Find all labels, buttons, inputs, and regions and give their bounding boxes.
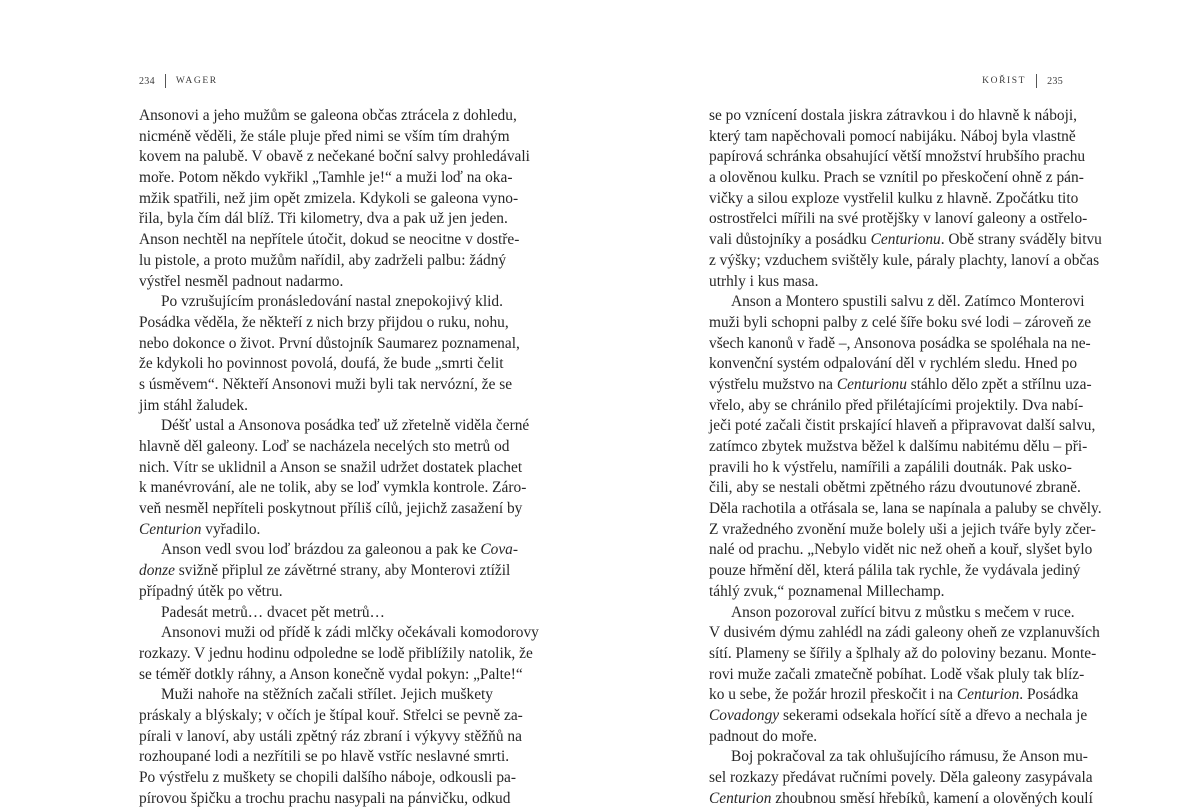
text-line: Posádka věděla, že někteří z nich brzy přijdou o ruku, nohu, [139, 313, 509, 331]
text-line: hlavně děl galeony. Loď se nacházela necelých sto metrů od [139, 438, 510, 455]
text-line: Po vzrušujícím pronásledování nastal znepokojivý klid. [161, 293, 503, 311]
text-line: Boj pokračoval za tak ohlušujícího rámusu, že Anson mu- [731, 748, 1088, 766]
running-head-left [139, 74, 493, 88]
text-line: případný útěk po větru. [139, 582, 283, 600]
body-text [139, 106, 539, 809]
text-line: Ansonovi a jeho mužům se galeona občas ztrácela z dohledu, [139, 107, 517, 124]
text-line: sítí. Plameny se šířily a šplhaly až do poloviny bezanu. Monte- [709, 644, 1097, 662]
text-line: práskaly a blýskaly; v očích je štípal kouř. Střelci se pevně za- [139, 706, 523, 724]
text-line: padnout do moře. [709, 727, 818, 745]
text-line: čili, aby se nestali obětmi zpětného rázu dvoutunové zbraně. [709, 479, 1081, 497]
text-line: konvenční systém odpalování děl v rychlém sledu. Hned po [709, 355, 1078, 373]
text-line: Ansonovi muži od přídě k zádi mlčky očekávali komodorovy [161, 624, 539, 642]
left-page [139, 0, 539, 807]
body-text [709, 106, 1102, 809]
text-line: vřelo, aby se chránilo před přilétajícími projektily. Dva nabí- [709, 396, 1084, 414]
text-line: kovem na palubě. V obavě z nečekané boční salvy prohledávali [139, 148, 530, 166]
text-line: utrhly i kus masa. [709, 272, 819, 290]
text-line: který tam napěchovali pomocí nabijáku. Náboj byla vlastně [709, 127, 1076, 145]
text-line: Děla rachotila a otřásala se, lana se napínala a paluby se chvěly. [709, 500, 1102, 518]
text-line: pravili ho k výstřelu, namířili a zapálili doutnák. Pak usko- [709, 458, 1072, 476]
text-line: vali důstojníky a posádku Centurionu. Obě strany sváděly bitvu [709, 231, 1102, 249]
page-number: 234 [139, 75, 155, 87]
chapter-title: KOŘIST [982, 76, 1027, 86]
text-line: Centurion zhoubnou směsí hřebíků, kamení a olověných koulí [709, 789, 1093, 807]
text-line: ostrostřelci mířili na své protějšky v lanoví galeony a ostřelo- [709, 210, 1088, 228]
text-line: se téměř dotkly ráhny, a Anson konečně vydal pokyn: „Palte!“ [139, 665, 523, 683]
text-line: zatímco zbytek mužstva běžel k dalšímu nabitému dělu – při- [709, 438, 1088, 455]
text-line: s úsměvem“. Někteří Ansonovi muži byli tak nervózní, že se [139, 375, 513, 393]
text-line: pírali v lanoví, aby ustáli zpětný ráz zbraní i výkyvy stěžňů na [139, 727, 522, 745]
text-line: nalé od prachu. „Nebylo vidět nic než oheň a kouř, slyšet bylo [709, 541, 1093, 559]
text-line: moře. Potom někdo vykřikl „Tamhle je!“ a muži loď na oka- [139, 169, 513, 187]
text-line: Déšť ustal a Ansonova posádka teď už zřetelně viděla černé [161, 417, 530, 435]
text-line: Anson a Montero spustili salvu z děl. Zatímco Monterovi [731, 293, 1085, 311]
text-line: ko u sebe, že požár hrozil přeskočit i na Centurion. Posádka [709, 686, 1079, 704]
text-line: donze svižně připlul ze závětrné strany, aby Monterovi ztížil [139, 562, 511, 580]
text-line: papírová schránka obsahující větší množství hrubšího prachu [709, 148, 1086, 166]
text-line: pírovou špičku a trochu prachu nasypali na pánvičku, odkud [139, 789, 511, 807]
text-line: se po vznícení dostala jiskra zátravkou i do hlavně k náboji, [709, 107, 1077, 124]
text-line: nich. Vítr se uklidnil a Anson se snažil udržet dostatek plachet [139, 458, 523, 476]
text-line: pouze hřmění děl, která pálila tak rychle, že vydávala jediný [709, 562, 1081, 580]
text-line: Anson vedl svou loď brázdou za galeonou a pak ke Cova- [161, 541, 519, 559]
text-line: nicméně věděli, že stále pluje před nimi se vším tím drahým [139, 127, 510, 145]
page-number: 235 [1047, 75, 1063, 87]
header-divider [1036, 74, 1037, 88]
text-line: z výšky; vzduchem svištěly kule, páraly plachty, lanoví a občas [709, 251, 1100, 269]
text-line: Muži nahoře na stěžních začali střílet. Jejich muškety [161, 686, 493, 704]
text-line: všech kanonů v řadě –, Ansonova posádka se spoléhala na ne- [709, 334, 1091, 352]
text-line: Centurion vyřadilo. [139, 520, 261, 538]
text-line: táhlý zvuk,“ poznamenal Millechamp. [709, 582, 945, 600]
text-line: Anson nechtěl na nepřítele útočit, dokud se neocitne v dostře- [139, 231, 520, 249]
text-line: lu pistole, a proto mužům nařídil, aby zadrželi palbu: žádný [139, 251, 507, 269]
text-line: muži byli schopni palby z celé šíře boku své lodi – zároveň ze [709, 313, 1092, 331]
text-line: mžik spatřili, než jim opět zmizela. Kdykoli se galeona vyno- [139, 189, 519, 207]
text-line: Anson pozoroval zuřící bitvu z můstku s mečem v ruce. [731, 603, 1075, 621]
text-line: Po výstřelu z muškety se chopili dalšího náboje, odkousli pa- [139, 769, 517, 786]
text-line: řila, byla čím dál blíž. Tři kilometry, dva a pak už jen jeden. [139, 210, 508, 228]
text-line: V dusivém dýmu zahlédl na zádi galeony oheň ze vzplanuvších [709, 624, 1100, 642]
chapter-title: WAGER [175, 76, 218, 86]
text-line: ječi poté začali čistit prskající hlaveň a připravovat další salvu, [709, 417, 1096, 435]
text-line: Z vražedného zvonění muže bolely uši a jejich tváře byly zčer- [709, 520, 1096, 538]
header-divider [165, 74, 166, 88]
running-head-right [709, 74, 1063, 88]
text-line: Covadongy sekerami odsekala hořící sítě a dřevo a nechala je [709, 706, 1088, 724]
text-line: výstřel nesměl padnout nadarmo. [139, 272, 344, 290]
text-line: že kdykoli ho povinnost povolá, doufá, že bude „smrti čelit [139, 355, 504, 373]
right-page [709, 0, 1102, 807]
text-line: rozhoupané lodi a nezřítili se po hlavě vstříc neslavné smrti. [139, 748, 510, 766]
text-line: nebo dokonce o život. První důstojník Saumarez poznamenal, [139, 334, 520, 352]
text-line: veň nesměl nepříteli poskytnout příliš cílů, jejichž zasažení by [139, 500, 523, 518]
text-line: k manévrování, ale ne tolik, aby se loď vymkla kontrole. Záro- [139, 479, 527, 497]
text-line: výstřelu mužstvo na Centurionu stáhlo dělo zpět a střílnu uza- [709, 375, 1092, 393]
text-line: rozkazy. V jednu hodinu odpoledne se lodě přiblížily natolik, že [139, 644, 533, 662]
text-line: a olověnou kulku. Prach se vznítil po přeskočení ohně z pán- [709, 169, 1084, 187]
text-line: jim stáhl žaludek. [139, 396, 248, 414]
text-line: rovi muže začali zmatečně pobíhat. Lodě však pluly tak blíz- [709, 665, 1085, 683]
text-line: Padesát metrů… dvacet pět metrů… [161, 603, 385, 621]
text-line: sel rozkazy předávat ručními povely. Děla galeony zasypávala [709, 769, 1093, 786]
text-line: vičky a silou exploze vystřelil kulku z hlavně. Zpočátku tito [709, 189, 1079, 207]
